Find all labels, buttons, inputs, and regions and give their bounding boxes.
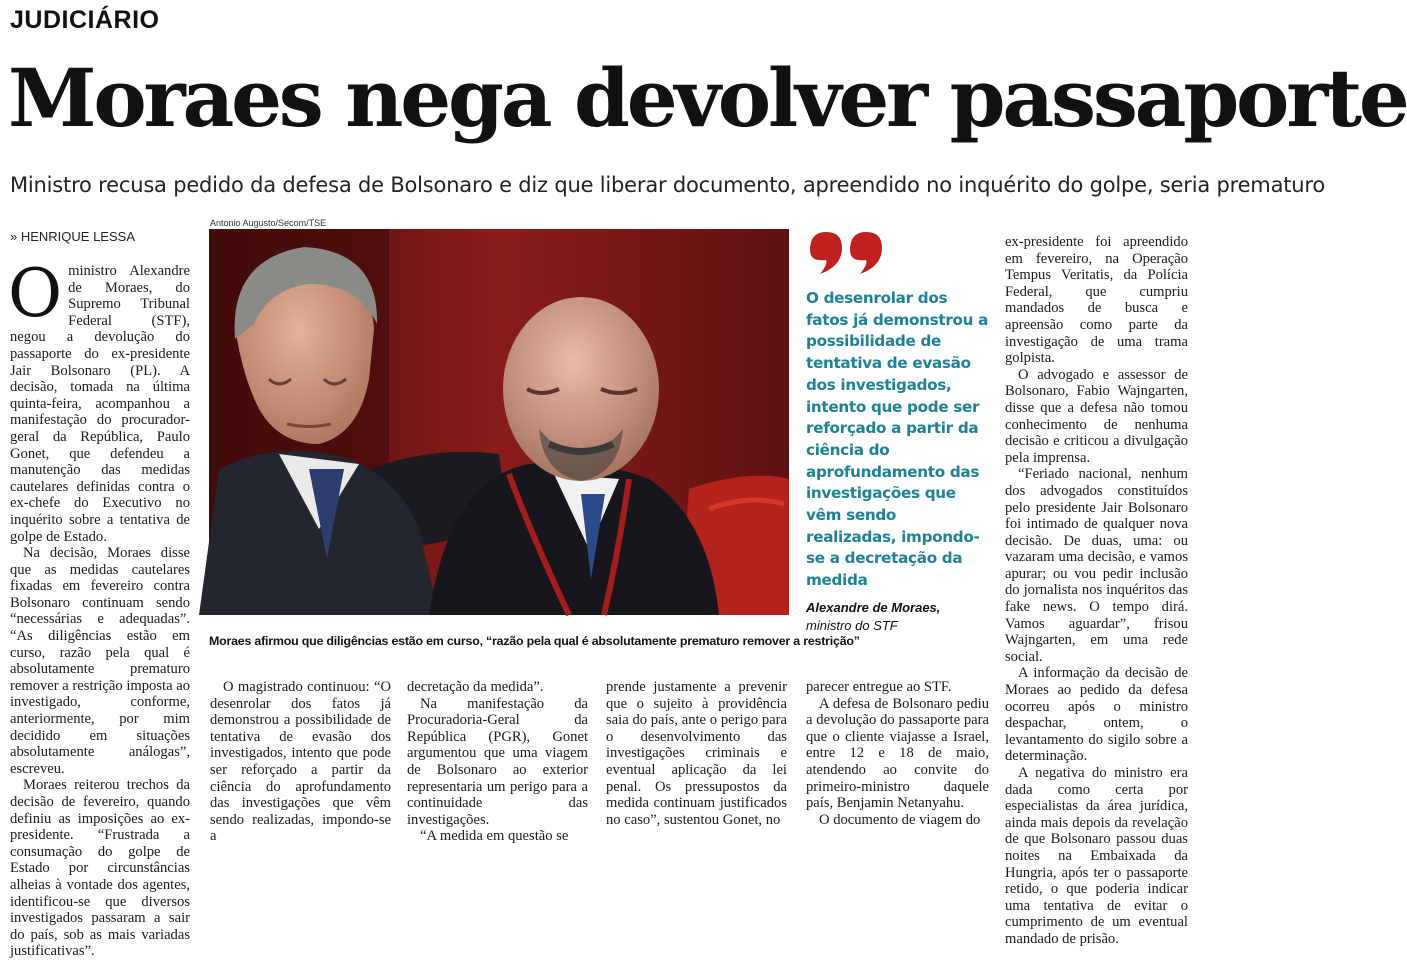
paragraph: prende justamente a prevenir que o sujeito à providência saia do país, ante o perigo para o desenvolvimento das investigações criminais e eventual aplicação da lei penal. Os pressupostos da medida continuam justificados no caso”, sustentou Gonet, no: [606, 679, 787, 828]
quote-icon: [806, 230, 886, 281]
paragraph: O advogado e assessor de Bolsonaro, Fabio Wajngarten, disse que a defesa não tomou conhecimento de nenhuma decisão e criticou a divulgação pela imprensa.: [1005, 366, 1188, 466]
paragraph: O magistrado continuou: “O desenrolar dos fatos já demonstrou a possibilidade de tentativa de evasão dos investigados, intento que pode ser reforçado a partir da ciência do aprofundamento das investigações que vêm sendo realizadas, impondo-se a: [210, 679, 391, 845]
subtitle: Ministro recusa pedido da defesa de Bolsonaro e diz que liberar documento, apreendido no inquérito do golpe, seria prematuro: [10, 173, 1325, 197]
byline: » HENRIQUE LESSA: [10, 229, 135, 244]
photo-credit: Antonio Augusto/Secom/TSE: [210, 218, 327, 228]
paragraph: ministro Alexandre de Moraes, do Supremo Tribunal Federal (STF), negou a devolução do passaporte do ex-presidente Jair Bolsonaro (PL). A decisão, tomada na última quinta-feira, acompanhou a manifestação do procurador-geral da República, Paulo Gonet, que defendeu a manutenção das medidas cautelares definidas contra o ex-chefe do Executivo no inquérito sobre a tentativa de golpe de Estado.: [10, 263, 190, 545]
pull-quote-author: Alexandre de Moraes,: [806, 600, 941, 615]
paragraph: decretação da medida”.: [407, 679, 544, 695]
paragraph: Na manifestação da Procuradoria-Geral da República (PGR), Gonet argumentou que uma viagem de Bolsonaro ao exterior representaria um perigo para a continuidade das investigações.: [407, 695, 588, 828]
article-column-5: [806, 679, 989, 828]
paragraph: “Feriado nacional, nenhum dos advogados constituídos pelo presidente Jair Bolsonaro foi intimado de qualquer nova decisão. De duas, uma: ou vazaram uma decisão, e vamos apurar; ou vou pedir inclusão do jornalista nos inquéritos das fake news. O tempo dirá. Vamos aguardar”, frisou Wajngarten, em uma rede social.: [1005, 466, 1188, 665]
headline: Moraes nega devolver passaporte: [8, 51, 1407, 145]
paragraph: A negativa do ministro era dada como certa por especialistas da área jurídica, ainda mais depois da revelação de que Bolsonaro passou duas noites na Embaixada da Hungria, após ter o passaporte retido, o que poderia indicar uma tentativa de evitar o cumprimento de um eventual mandado de prisão.: [1005, 765, 1188, 947]
photo-illustration: [209, 229, 789, 615]
article-column-3: [407, 679, 588, 845]
pull-quote: O desenrolar dos fatos já demonstrou a possibilidade de tentativa de evasão dos investigados, intento que pode ser reforçado a partir da ciência do aprofundamento das investigações que vêm sendo realizadas, impondo-se a decretação da medida: [806, 289, 989, 590]
drop-cap: O: [8, 255, 63, 332]
pull-quote-role: ministro do STF: [806, 618, 898, 633]
paragraph: Na decisão, Moraes disse que as medidas cautelares fixadas em fevereiro contra Bolsonaro continuam sendo “necessárias e adequadas”. “As diligências estão em curso, razão pela qual é absolutamente prematuro remover a restrição imposta ao investigado, conforme, anteriormente, por mim decidido em situações absolutamente análogas”, escreveu.: [10, 545, 190, 777]
article-column-2: [210, 679, 391, 845]
photo-caption: Moraes afirmou que diligências estão em curso, “razão pela qual é absolutamente prematuro remover a restrição”: [209, 634, 860, 648]
paragraph: O documento de viagem do: [819, 811, 981, 828]
section-label: JUDICIÁRIO: [10, 6, 160, 34]
article-column-6: [1005, 234, 1188, 948]
paragraph: ex-presidente foi apreendido em fevereiro, na Operação Tempus Veritatis, da Polícia Federal, que cumpriu mandados de busca e apreensão como parte da investigação de uma trama golpista.: [1005, 234, 1188, 367]
paragraph: “A medida em questão se: [420, 828, 569, 845]
paragraph: A defesa de Bolsonaro pediu a devolução do passaporte para que o cliente viajasse a Israel, entre 12 e 18 de maio, atendendo ao convite do primeiro-ministro daquele país, Benjamin Netanyahu.: [806, 695, 989, 812]
article-photo: [209, 229, 789, 615]
article-column-4: [606, 679, 787, 828]
paragraph: Moraes reiterou trechos da decisão de fevereiro, quando definiu as imposições ao ex-presidente. “Frustrada a consumação do golpe de Estado por circunstâncias alheias à vontade dos agentes, identificou-se que diversos investigados passaram a sair do país, sob as mais variadas justificativas”.: [10, 777, 190, 960]
paragraph: A informação da decisão de Moraes ao pedido da defesa ocorreu após o ministro despachar, ontem, o levantamento do sigilo sobre a determinação.: [1005, 665, 1188, 765]
article-column-1: [8, 255, 190, 960]
paragraph: parecer entregue ao STF.: [806, 679, 952, 695]
